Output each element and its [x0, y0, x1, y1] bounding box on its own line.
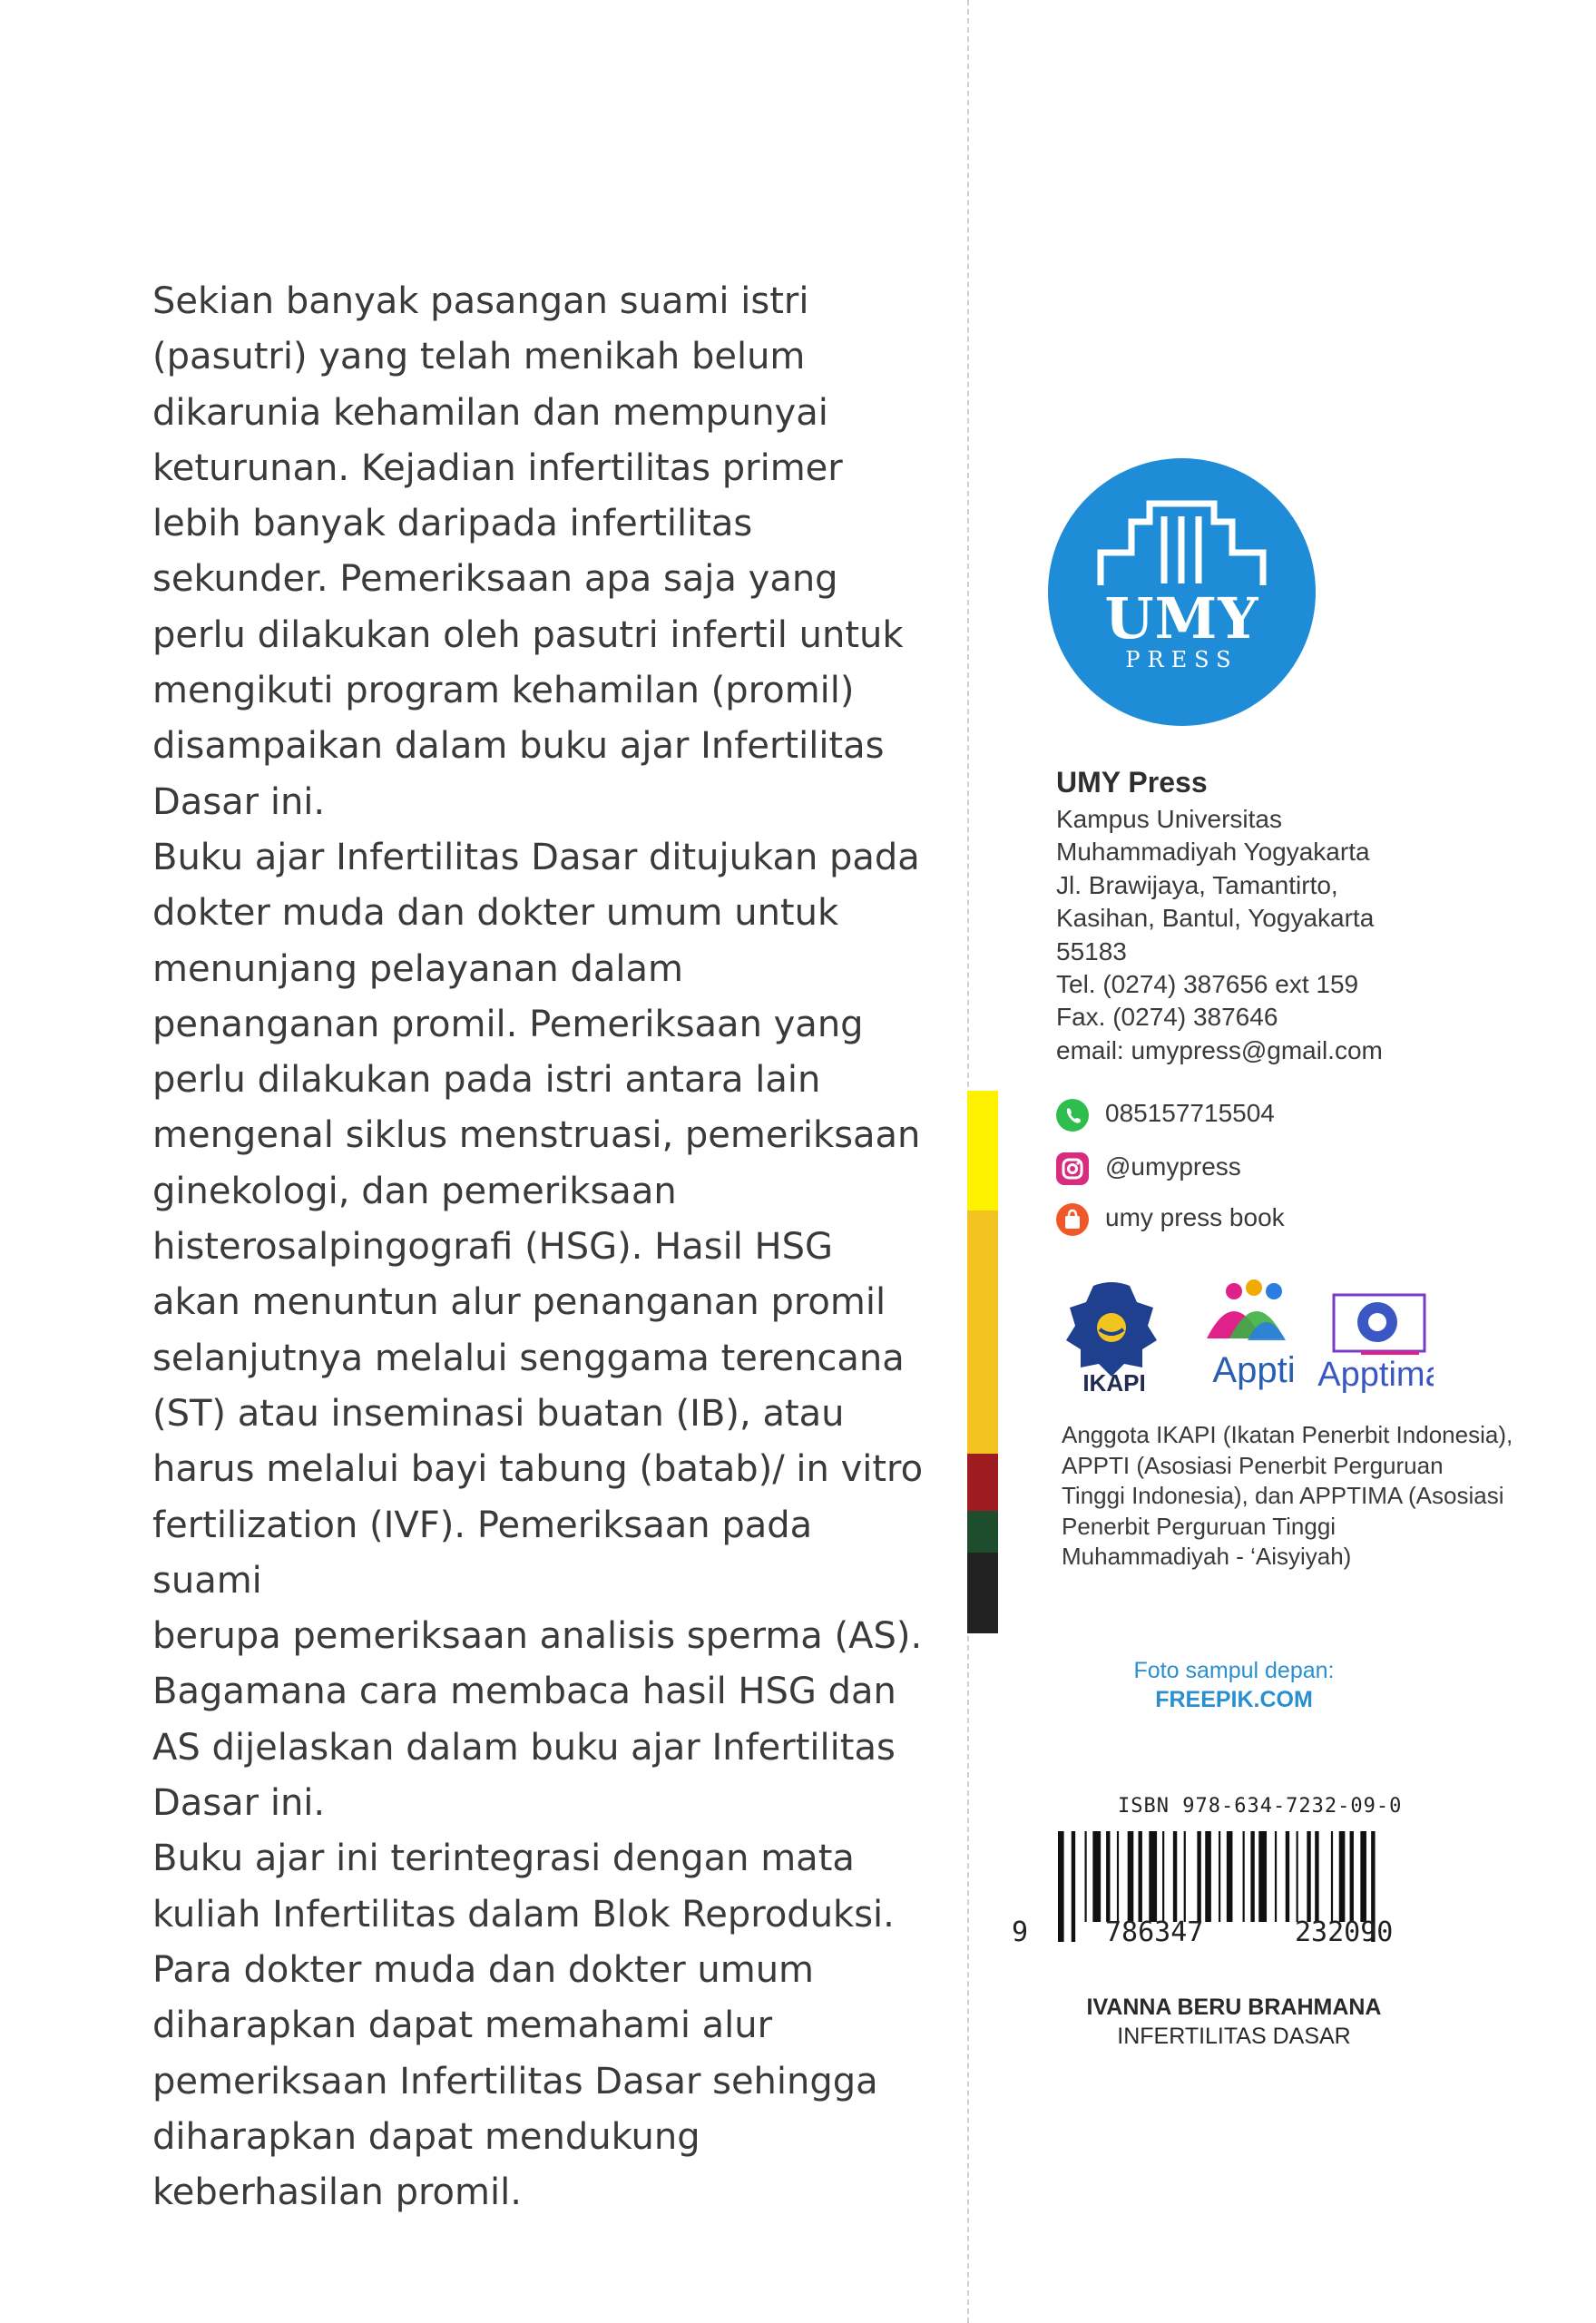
email-line: email: umypress@gmail.com: [1056, 1035, 1383, 1064]
address-line: Kasihan, Bantul, Yogyakarta: [1056, 904, 1375, 933]
color-strip-gold: [967, 1211, 998, 1454]
barcode-digits-left: 786347: [1105, 1916, 1204, 1948]
cover-photo-source: FREEPIK.COM: [1155, 1687, 1313, 1712]
barcode-bar: [1205, 1831, 1211, 1922]
fax-line: Fax. (0274) 387646: [1056, 1003, 1278, 1032]
barcode-bar: [1350, 1831, 1354, 1922]
author-name: IVANNA BERU BRAHMANA: [1086, 1995, 1382, 2020]
blurb-paragraph-2: Buku ajar Infertilitas Dasar ditujukan pada dokter muda dan dokter umum untuk menunjang pelayanan dalam penanganan promil. Pemeriksaan yang perlu dilakukan pada istri antara lain mengenal siklus menstruasi, pemeriksaan ginekologi, dan pemeriksaan histerosalpingografi (HSG). Hasil HSG akan menuntun alur penanganan promil selanjutnya melalui senggama terencana (ST) atau inseminasi buatan (IB), atau harus melalui bayi tabung (batab)/ in vitro fertilization (IVF). Pemeriksaan pada suami berupa pemeriksaan analisis sperma (AS). Bagamana cara membaca hasil HSG dan AS dijelaskan dalam buku ajar Infertilitas Dasar ini.: [152, 836, 924, 1825]
ikapi-label: IKAPI: [1082, 1369, 1146, 1397]
barcode-bar: [1085, 1831, 1087, 1922]
barcode-bar: [1139, 1831, 1142, 1922]
membership-line: Tinggi Indonesia), dan APPTIMA (Asosiasi: [1062, 1482, 1504, 1509]
publisher-name: UMY Press: [1056, 766, 1208, 799]
color-strip-green: [967, 1511, 998, 1553]
barcode-digits-right: 232090: [1295, 1916, 1394, 1948]
apptima-logo: [1317, 1295, 1434, 1394]
barcode-bar: [1117, 1831, 1119, 1922]
umy-press-logo: [1048, 458, 1316, 726]
instagram-handle: @umypress: [1105, 1152, 1241, 1181]
instagram-icon: [1056, 1152, 1089, 1185]
barcode-bar: [1072, 1831, 1075, 1942]
membership-line: Muhammadiyah - ‘Aisyiyah): [1062, 1543, 1352, 1570]
apptima-label: Apptima: [1317, 1356, 1434, 1394]
barcode-bar: [1197, 1831, 1200, 1922]
back-cover-blurb: [152, 274, 933, 2220]
barcode-bar: [1092, 1831, 1101, 1922]
address-line: Kampus Universitas: [1056, 805, 1282, 833]
appti-logo: [1207, 1279, 1296, 1390]
barcode-bar: [1128, 1831, 1134, 1922]
barcode-bar: [1360, 1831, 1366, 1922]
barcode-bar: [1149, 1831, 1157, 1922]
appti-label: Appti: [1212, 1350, 1296, 1390]
barcode-bar: [1315, 1831, 1318, 1922]
barcode-bar: [1106, 1831, 1110, 1922]
address-line: Jl. Brawijaya, Tamantirto,: [1056, 870, 1338, 899]
barcode-digit-first: 9: [1012, 1916, 1029, 1948]
author-block: [1053, 1993, 1415, 2051]
barcode-bar: [1250, 1831, 1254, 1922]
blurb-paragraph-3: Buku ajar ini terintegrasi dengan mata kuliah Infertilitas dalam Blok Reproduksi. Para dokter muda dan dokter umum diharapkan dapat memahami alur pemeriksaan Infertilitas Dasar sehingga diharapkan dapat mendukung keberhasilan promil.: [152, 1838, 895, 2214]
cover-photo-credit: [1053, 1656, 1415, 1714]
barcode-bar: [1173, 1831, 1177, 1922]
phone-line: Tel. (0274) 387656 ext 159: [1056, 970, 1359, 999]
shop-name: umy press book: [1105, 1203, 1285, 1231]
barcode-bar: [1275, 1831, 1277, 1922]
barcode-bar: [1162, 1831, 1164, 1922]
barcode-bar: [1307, 1831, 1310, 1922]
membership-line: Anggota IKAPI (Ikatan Penerbit Indonesia),: [1062, 1421, 1513, 1448]
barcode-bar: [1258, 1831, 1267, 1922]
color-strip-yellow: [967, 1091, 998, 1211]
barcode-bar: [1058, 1831, 1064, 1942]
publisher-address: [1056, 803, 1419, 1067]
membership-line: APPTI (Asosiasi Penerbit Perguruan: [1062, 1451, 1444, 1479]
barcode-bar: [1184, 1831, 1186, 1922]
address-line: Muhammadiyah Yogyakarta: [1056, 838, 1370, 867]
barcode-bar: [1219, 1831, 1220, 1922]
shopping-bag-icon: [1056, 1203, 1089, 1236]
logo-sub: PRESS: [1125, 647, 1239, 672]
logo-brand: UMY: [1104, 585, 1259, 652]
member-logos: [1053, 1275, 1434, 1411]
color-strip-black: [967, 1553, 998, 1633]
whatsapp-icon: [1056, 1099, 1089, 1132]
shop-contact: [1056, 1200, 1285, 1236]
cover-photo-label: Foto sampul depan:: [1133, 1658, 1335, 1683]
instagram-contact: [1056, 1149, 1241, 1185]
book-title: INFERTILITAS DASAR: [1117, 2024, 1351, 2049]
barcode-bar: [1243, 1831, 1245, 1922]
barcode-bar: [1286, 1831, 1289, 1922]
address-line: 55183: [1056, 936, 1127, 965]
ikapi-logo: [1066, 1282, 1157, 1397]
whatsapp-number: 085157715504: [1105, 1099, 1275, 1127]
barcode-bar: [1297, 1831, 1298, 1922]
isbn-text: ISBN 978-634-7232-09-0: [1118, 1795, 1403, 1818]
whatsapp-contact: [1056, 1095, 1275, 1132]
blurb-paragraph-1: Sekian banyak pasangan suami istri (pasutri) yang telah menikah belum dikarunia kehamilan dan mempunyai keturunan. Kejadian infertilitas primer lebih banyak daripada infertilitas sekunder. Pemeriksaan apa saja yang perlu dilakukan oleh pasutri infertil untuk mengikuti program kehamilan (promil) disampaikan dalam buku ajar Infertilitas Dasar ini.: [152, 280, 904, 823]
barcode-bar: [1339, 1831, 1346, 1922]
barcode-bar: [1227, 1831, 1233, 1922]
membership-statement: [1062, 1420, 1513, 1573]
barcode-bar: [1331, 1831, 1333, 1922]
color-strip-red: [967, 1454, 998, 1511]
membership-line: Penerbit Perguruan Tinggi: [1062, 1512, 1337, 1540]
